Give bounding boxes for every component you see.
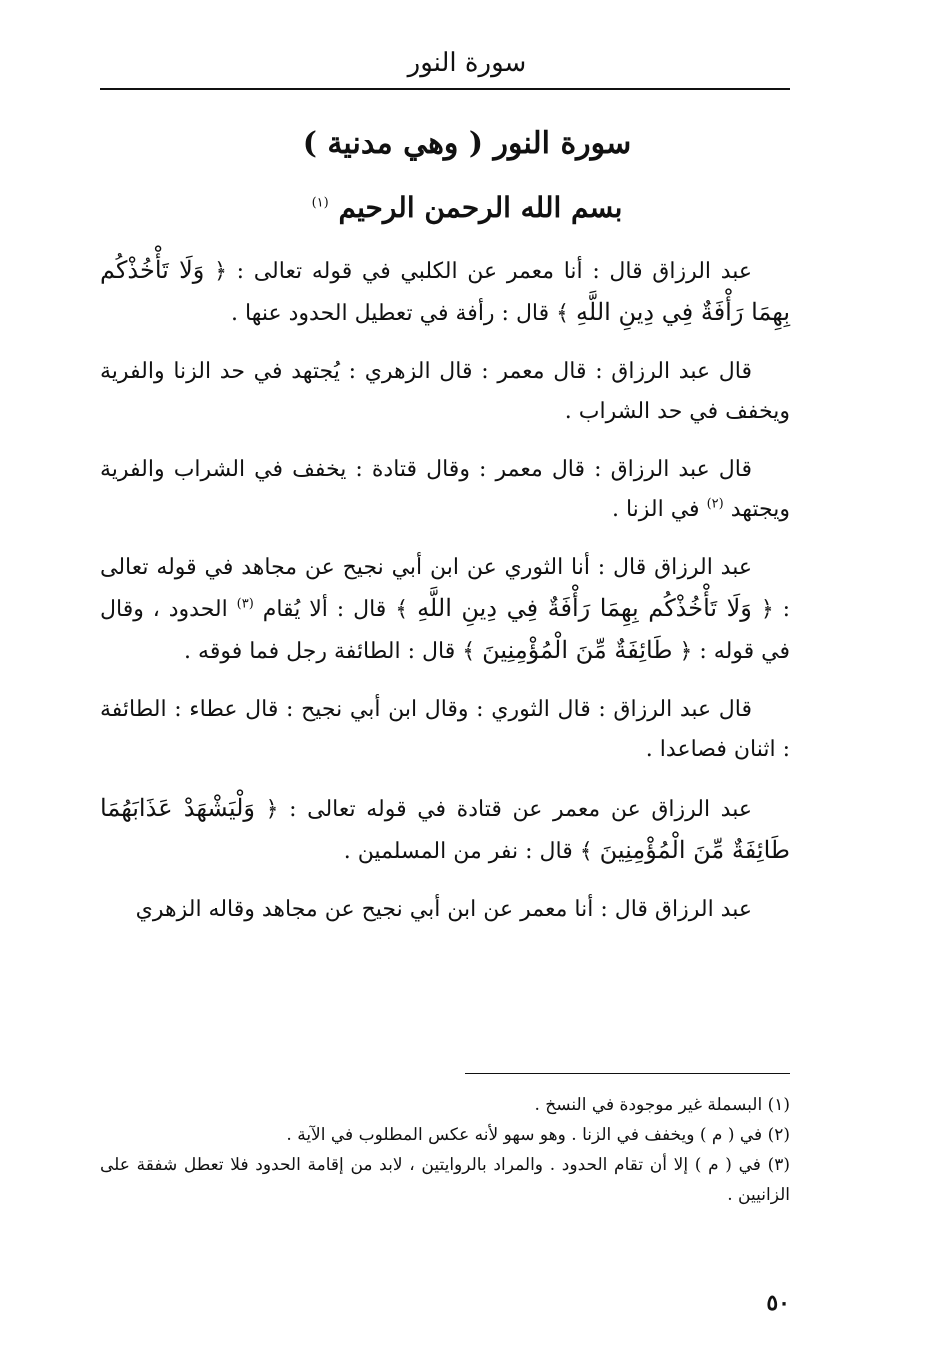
page-number: ٥٠ <box>766 1290 790 1316</box>
paragraph-4-text-d: ﴾ قال : الطائفة رجل فما فوقه . <box>184 639 476 664</box>
paragraph-4-text-b: ﴾ قال : ألا يُقام <box>262 597 409 622</box>
paragraph-4-text-a: عبد الرزاق قال : أنا الثوري عن ابن أبي نجيح عن مجاهد في قوله تعالى : ﴿ <box>100 555 791 622</box>
paragraph-2-text: قال عبد الرزاق : قال معمر : قال الزهري : يُجتهد في حد الزنا والفرية ويخفف في حد الشراب . <box>100 359 790 424</box>
paragraph-4-text-c: الحدود ، وقال في قوله : ﴿ <box>100 597 790 664</box>
paragraph-5-text: قال عبد الرزاق : قال الثوري : وقال ابن أبي نجيح : قال عطاء : الطائفة : اثنان فصاعدا . <box>100 697 790 762</box>
paragraph-6-text-b: ﴾ قال : نفر من المسلمين . <box>343 839 593 864</box>
body-text <box>100 250 790 948</box>
header-divider <box>100 88 790 90</box>
paragraph-7 <box>100 890 790 930</box>
paragraph-5 <box>100 690 790 770</box>
quran-quote: وَلْيَشْهَدْ عَذَابَهُمَا طَائِفَةٌ مِّنَ الْمُؤْمِنِينَ <box>100 794 790 864</box>
paragraph-4 <box>100 548 790 672</box>
basmala-text: بسم الله الرحمن الرحيم <box>338 191 623 224</box>
paragraph-6-text-a: عبد الرزاق عن معمر عن قتادة في قوله تعالى : ﴿ <box>265 797 752 822</box>
footnote-ref-3: (٣) <box>236 596 254 612</box>
footnote-1: (١) البسملة غير موجودة في النسخ . <box>534 1095 790 1115</box>
paragraph-3-text-b: في الزنا . <box>611 497 700 522</box>
basmala <box>0 186 934 230</box>
footnotes <box>100 1090 790 1210</box>
paragraph-1 <box>100 250 790 334</box>
paragraph-6 <box>100 788 790 872</box>
paragraph-7-text: عبد الرزاق قال : أنا معمر عن ابن أبي نجيح عن مجاهد وقاله الزهري <box>135 897 752 922</box>
footnote-2: (٢) في ( م ) ويخفف في الزنا . وهو سهو لأنه عكس المطلوب في الآية . <box>286 1125 790 1145</box>
quran-quote: وَلَا تَأْخُذْكُم بِهِمَا رَأْفَةٌ فِي دِينِ اللَّهِ <box>417 594 752 622</box>
quran-quote: وَلَا تَأْخُذْكُم بِهِمَا رَأْفَةٌ فِي دِينِ اللَّهِ <box>100 256 790 326</box>
paragraph-3-text-a: قال عبد الرزاق : قال معمر : وقال قتادة : يخفف في الشراب والفرية ويجتهد <box>100 457 790 522</box>
running-header: سورة النور <box>407 48 527 78</box>
footnote-3: (٣) في ( م ) إلا أن تقام الحدود . والمراد بالروايتين ، لابد من إقامة الحدود فلا تعطل شفقة على الزانيين . <box>100 1155 790 1205</box>
footnote-ref-1: (١) <box>311 195 329 211</box>
paragraph-1-text-b: ﴾ قال : رأفة في تعطيل الحدود عنها . <box>231 301 570 326</box>
quran-quote: طَائِفَةٌ مِّنَ الْمُؤْمِنِينَ <box>482 636 673 664</box>
surah-title: سورة النور ( وهي مدنية ) <box>302 126 632 161</box>
paragraph-1-text-a: عبد الرزاق قال : أنا معمر عن الكلبي في قوله تعالى : ﴿ <box>214 259 753 284</box>
paragraph-2 <box>100 352 790 432</box>
footnote-ref-2: (٢) <box>706 496 724 512</box>
paragraph-3 <box>100 450 790 530</box>
footnote-divider <box>465 1073 790 1074</box>
